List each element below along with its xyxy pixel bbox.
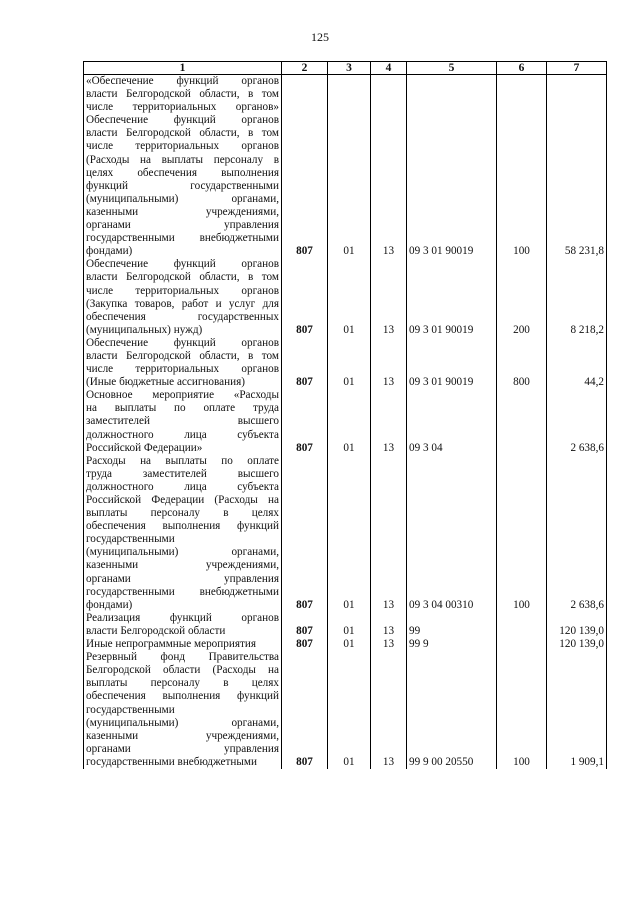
description-line: (муниципальными) органами, [86, 192, 279, 205]
cell-expense-type-code: 100 [497, 651, 547, 769]
page-number: 125 [311, 30, 329, 44]
table-row [84, 258, 607, 337]
cell-expense-type-code: 200 [497, 258, 547, 337]
cell-section-code: 01 [328, 258, 371, 337]
cell-subsection-code: 13 [371, 651, 407, 769]
description-line: числе территориальных органов [86, 140, 279, 153]
description-line: выплаты персоналу в целях [86, 507, 279, 520]
description-line: (Расходы на выплаты персоналу в [86, 153, 279, 166]
header-col-7: 7 [547, 62, 607, 75]
cell-grbs-code: 807 [282, 638, 328, 651]
description-line: обеспечения выполнения функций [86, 520, 279, 533]
description-line: должностного лица субъекта [86, 428, 279, 441]
description-line: (муниципальными) органами, [86, 546, 279, 559]
table-row [84, 455, 607, 612]
description-line: органами управления [86, 219, 279, 232]
description-line: государственными [86, 533, 175, 546]
description-line: числе территориальных органов» [86, 101, 279, 114]
row-description [84, 75, 282, 259]
description-line: обеспечения государственных [86, 310, 279, 323]
description-line: власти Белгородской области, в том [86, 349, 279, 362]
description-line: власти Белгородской области [86, 624, 226, 637]
header-col-1: 1 [84, 62, 282, 75]
cell-subsection-code: 13 [371, 455, 407, 612]
description-line: Российской Федерации (Расходы на [86, 494, 279, 506]
description-line: органами управления [86, 742, 279, 755]
description-line: Иные непрограммные мероприятия [86, 638, 257, 651]
cell-expense-type-code [497, 389, 547, 454]
cell-section-code: 01 [328, 455, 371, 612]
cell-subsection-code: 13 [371, 258, 407, 337]
description-line: казенными учреждениями, [86, 559, 279, 572]
cell-amount: 1 909,1 [547, 651, 607, 769]
description-line: выплаты персоналу в целях [86, 677, 279, 690]
description-line: государственными внебюджетными [86, 232, 279, 245]
description-line: Основное мероприятие «Расходы [86, 389, 279, 402]
header-col-4: 4 [371, 62, 407, 75]
cell-target-article-code: 99 9 00 20550 [407, 651, 497, 769]
description-line: казенными учреждениями, [86, 205, 279, 218]
budget-table [83, 61, 607, 769]
cell-subsection-code: 13 [371, 389, 407, 454]
row-description [84, 612, 282, 638]
cell-amount: 8 218,2 [547, 258, 607, 337]
description-line: Расходы на выплаты по оплате [86, 454, 279, 467]
table-row [84, 612, 607, 638]
cell-expense-type-code: 100 [497, 75, 547, 259]
header-col-5: 5 [407, 62, 497, 75]
row-description [84, 389, 282, 454]
description-line: (муниципальных) нужд) [86, 323, 203, 336]
row-description [84, 455, 282, 612]
cell-section-code: 01 [328, 651, 371, 769]
description-line: Российской Федерации» [86, 441, 203, 454]
description-line: на выплаты по оплате труда [86, 402, 279, 415]
row-description [84, 651, 282, 769]
cell-amount: 2 638,6 [547, 389, 607, 454]
cell-target-article-code: 09 3 04 00310 [407, 455, 497, 612]
cell-grbs-code: 807 [282, 612, 328, 638]
cell-grbs-code: 807 [282, 389, 328, 454]
cell-target-article-code: 09 3 01 90019 [407, 258, 497, 337]
cell-expense-type-code: 800 [497, 337, 547, 389]
cell-grbs-code: 807 [282, 651, 328, 769]
cell-subsection-code: 13 [371, 337, 407, 389]
cell-expense-type-code [497, 638, 547, 651]
cell-amount: 120 139,0 [547, 638, 607, 651]
cell-target-article-code: 99 [407, 612, 497, 638]
description-line: обеспечения выполнения функций [86, 690, 279, 703]
description-line: заместителей высшего [86, 415, 279, 428]
description-line: Белгородской области (Расходы на [86, 664, 279, 677]
description-line: функций государственными [86, 179, 279, 192]
cell-expense-type-code: 100 [497, 455, 547, 612]
description-line: органами управления [86, 572, 279, 585]
table-body [84, 75, 607, 769]
header-col-3: 3 [328, 62, 371, 75]
description-line: труда заместителей высшего [86, 467, 279, 480]
description-line: Обеспечение функций органов [86, 336, 279, 349]
cell-subsection-code: 13 [371, 75, 407, 259]
cell-amount: 120 139,0 [547, 612, 607, 638]
cell-target-article-code: 09 3 01 90019 [407, 75, 497, 259]
description-line: должностного лица субъекта [86, 480, 279, 493]
description-line: государственными внебюджетными [86, 755, 257, 768]
description-line: Реализация функций органов [86, 611, 279, 624]
description-line: власти Белгородской области, в том [86, 271, 279, 284]
row-description [84, 638, 282, 651]
cell-target-article-code: 09 3 01 90019 [407, 337, 497, 389]
cell-section-code: 01 [328, 337, 371, 389]
table-row [84, 75, 607, 259]
description-line: государственными [86, 703, 175, 716]
description-line: Резервный фонд Правительства [86, 651, 279, 664]
cell-subsection-code: 13 [371, 612, 407, 638]
description-line: (Иные бюджетные ассигнования) [86, 376, 245, 389]
description-line: фондами) [86, 245, 133, 258]
header-col-6: 6 [497, 62, 547, 75]
description-line: целях обеспечения выполнения [86, 166, 279, 179]
cell-expense-type-code [497, 612, 547, 638]
row-description [84, 258, 282, 337]
cell-amount: 2 638,6 [547, 455, 607, 612]
cell-target-article-code: 09 3 04 [407, 389, 497, 454]
description-line: государственными внебюджетными [86, 585, 279, 598]
cell-target-article-code: 99 9 [407, 638, 497, 651]
description-line: власти Белгородской области, в том [86, 127, 279, 140]
cell-section-code: 01 [328, 389, 371, 454]
cell-subsection-code: 13 [371, 638, 407, 651]
description-line: власти Белгородской области, в том [86, 88, 279, 101]
row-description [84, 337, 282, 389]
cell-section-code: 01 [328, 612, 371, 638]
cell-amount: 44,2 [547, 337, 607, 389]
description-line: Обеспечение функций органов [86, 258, 279, 271]
cell-grbs-code: 807 [282, 337, 328, 389]
table-row [84, 337, 607, 389]
description-line: казенными учреждениями, [86, 729, 279, 742]
cell-section-code: 01 [328, 75, 371, 259]
description-line: (Закупка товаров, работ и услуг для [86, 297, 279, 310]
cell-grbs-code: 807 [282, 75, 328, 259]
table-row [84, 389, 607, 454]
cell-grbs-code: 807 [282, 455, 328, 612]
description-line: «Обеспечение функций органов [86, 75, 279, 87]
cell-grbs-code: 807 [282, 258, 328, 337]
header-col-2: 2 [282, 62, 328, 75]
description-line: (муниципальными) органами, [86, 716, 279, 729]
description-line: фондами) [86, 598, 133, 611]
description-line: числе территориальных органов [86, 363, 279, 376]
cell-section-code: 01 [328, 638, 371, 651]
cell-amount: 58 231,8 [547, 75, 607, 259]
table-header-row [84, 62, 607, 75]
description-line: числе территориальных органов [86, 284, 279, 297]
description-line: Обеспечение функций органов [86, 114, 279, 127]
table-row [84, 651, 607, 769]
table-row [84, 638, 607, 651]
